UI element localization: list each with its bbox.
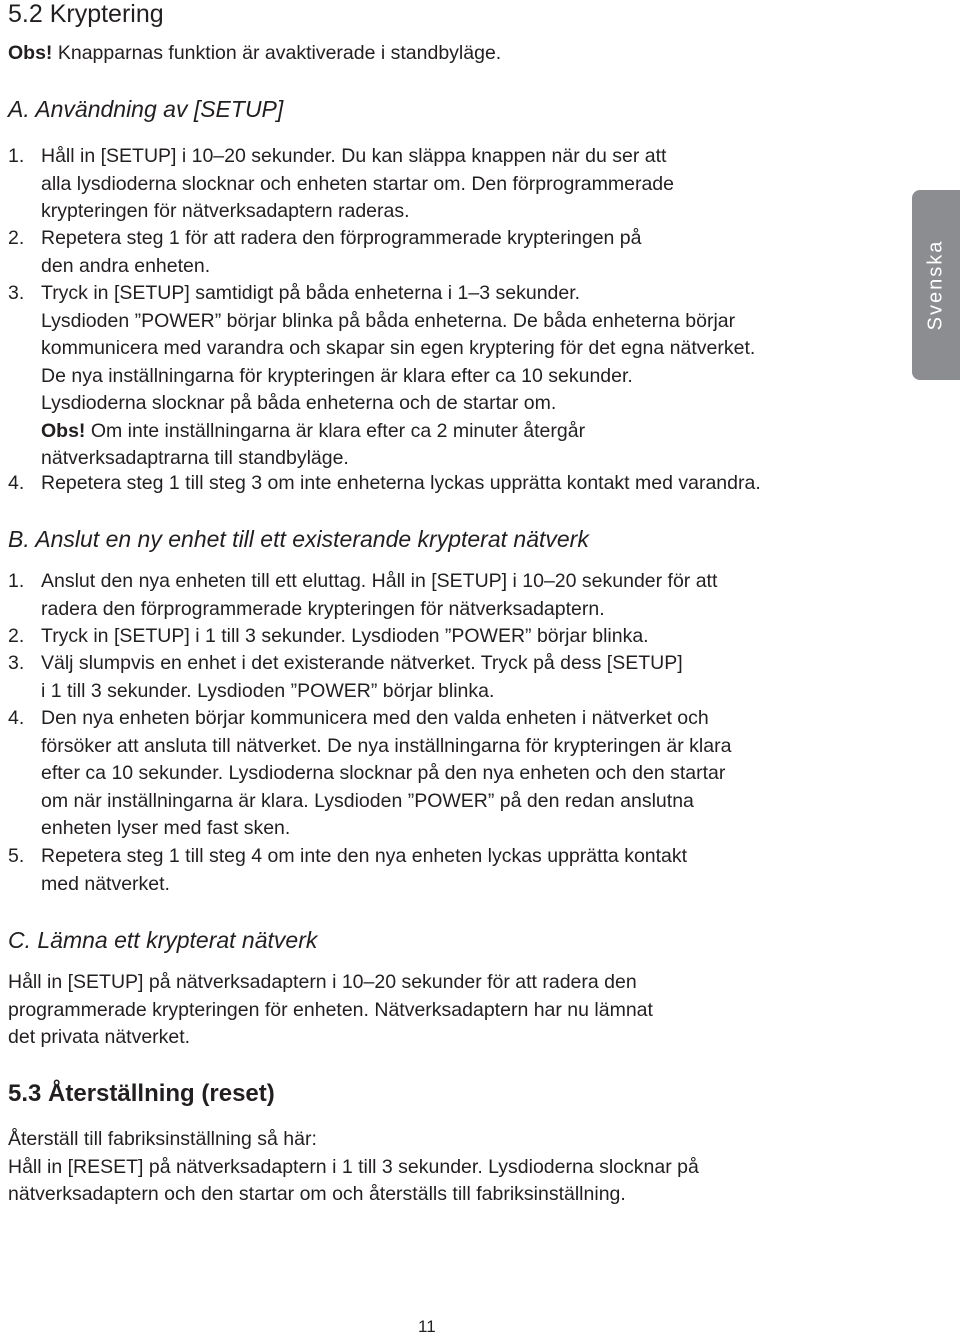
step-text: Repetera steg 1 för att radera den förprogrammerade krypteringen på den andra enheten.	[41, 227, 642, 277]
step-number: 2.	[8, 227, 25, 249]
page-number: 11	[418, 1317, 436, 1336]
reset-title: 5.3 Återställning (reset)	[8, 1080, 275, 1107]
step-text: Repetera steg 1 till steg 3 om inte enheterna lyckas upprätta kontakt med varandra.	[41, 472, 761, 494]
step-text: Den nya enheten börjar kommunicera med den valda enheten i nätverket och försöker att ansluta till nätverket. De nya inställningarna för krypteringen är klara efter ca 10 sekunder. Lysdioderna slocknar på den nya enheten och den startar om när inställningarna är klara. Lysdioden ”POWER” på den redan anslutna enheten lyser med fast sken.	[41, 707, 732, 839]
language-tab-label: Svenska	[924, 239, 947, 331]
part-c-title: C. Lämna ett krypterat nätverk	[8, 927, 318, 953]
step-number: 2.	[8, 625, 25, 647]
step-number: 4.	[8, 707, 25, 729]
standby-note	[8, 40, 501, 68]
step-number: 1.	[8, 145, 25, 167]
reset-text: Återställ till fabriksinställning så här: Håll in [RESET] på nätverksadaptern i 1 till 3 sekunder. Lysdioderna slocknar på nätverksadaptern och den startar om och återställs till fabriksinställning.	[8, 1128, 699, 1205]
step-text: Tryck in [SETUP] i 1 till 3 sekunder. Lysdioden ”POWER” börjar blinka.	[41, 625, 649, 647]
part-c-text: Håll in [SETUP] på nätverksadaptern i 10–20 sekunder för att radera den programmerade krypteringen för enheten. Nätverksadaptern har nu lämnat det privata nätverket.	[8, 971, 653, 1048]
step-text: Anslut den nya enheten till ett eluttag. Håll in [SETUP] i 10–20 sekunder för att radera den förprogrammerade krypteringen för nätverksadaptern.	[41, 570, 718, 620]
note-text: Knapparnas funktion är avaktiverade i standbyläge.	[52, 42, 502, 64]
step-number: 3.	[8, 282, 25, 304]
step-text: Håll in [SETUP] i 10–20 sekunder. Du kan släppa knappen när du ser att alla lysdioderna slocknar och enheten startar om. Den förprogrammerade krypteringen för nätverksadaptern raderas.	[41, 145, 674, 222]
step-text: Repetera steg 1 till steg 4 om inte den nya enheten lyckas upprätta kontakt med nätverket.	[41, 845, 688, 895]
step-number: 1.	[8, 570, 25, 592]
step-number: 4.	[8, 472, 25, 494]
note-label: Obs!	[8, 42, 53, 64]
step-text: Välj slumpvis en enhet i det existerande nätverket. Tryck på dess [SETUP] i 1 till 3 sekunder. Lysdioden ”POWER” börjar blinka.	[41, 652, 683, 702]
step-number: 3.	[8, 652, 25, 674]
language-tab	[912, 190, 960, 380]
section-title: 5.2 Kryptering	[8, 0, 164, 28]
part-b-title: B. Anslut en ny enhet till ett existerande krypterat nätverk	[8, 526, 589, 552]
note-label: Obs!	[41, 419, 86, 442]
step-text: Tryck in [SETUP] samtidigt på båda enheterna i 1–3 sekunder. Lysdioden ”POWER” börjar blinka på båda enheterna. De båda enheterna börjar kommunicera med varandra och skapar sin egen kryptering för det egna nätverket. De nya inställningarna för krypteringen är klara efter ca 10 sekunder. Lysdioderna slocknar på båda enheterna och de startar om. Obs! Om inte inställningarna är klara efter ca 2 minuter återgår nätverksadaptrarna till standbyläge.	[41, 282, 756, 469]
step-number: 5.	[8, 845, 25, 867]
part-a-title: A. Användning av [SETUP]	[8, 96, 284, 122]
